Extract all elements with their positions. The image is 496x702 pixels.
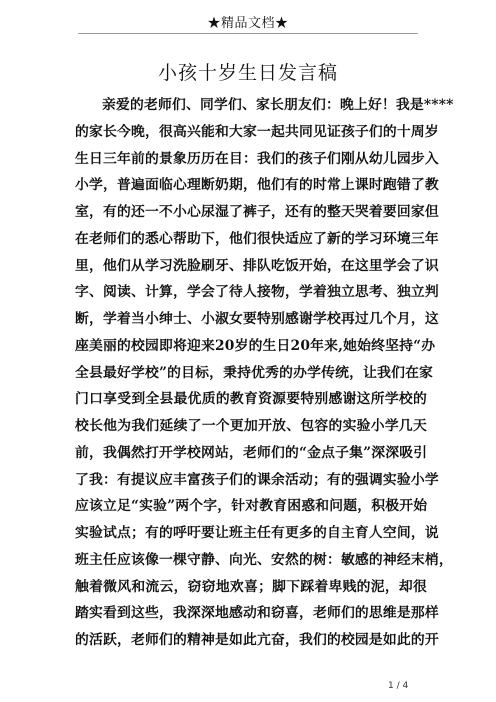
- body-line: 前，我偶然打开学校网站，老师们的“金点子集”深深吸引: [75, 444, 428, 461]
- body-line: 门口享受到全县最优质的教育资源要特别感谢这所学校的: [75, 391, 427, 408]
- body-line: 触着微风和流云，窃窃地欢喜；脚下踩着卑贱的泥，却很: [75, 578, 427, 595]
- body-line: 断，学着当小绅士、小淑女要特别感谢学校再过几个月，这: [75, 311, 439, 327]
- body-line: 全县最好学校”的目标，秉持优秀的办学传统，让我们在家: [75, 364, 434, 381]
- page-number: 1 / 4: [388, 681, 409, 691]
- header-divider: [78, 33, 418, 34]
- body-line: 小学，普遍面临心理断奶期，他们有的时常上课时跑错了教: [75, 177, 439, 194]
- body-line: 在老师们的悉心帮助下，他们很快适应了新的学习环境三年: [75, 230, 439, 247]
- body-line: 应该立足“实验”两个字，针对教育困惑和问题，积极开始: [75, 498, 428, 515]
- body-line: 字、阅读、计算，学会了待人接物，学着独立思考、独立判: [75, 284, 439, 301]
- body-line: 的家长今晚，很高兴能和大家一起共同见证孩子们的十周岁: [75, 123, 439, 140]
- page-header: ★精品文档★: [207, 16, 289, 31]
- body-line: 室，有的还一不小心尿湿了裤子，还有的整天哭着要回家但: [75, 204, 439, 220]
- document-body: [75, 92, 454, 654]
- body-line: 生日三年前的景象历历在目：我们的孩子们刚从幼儿园步入: [75, 150, 439, 167]
- body-line: 座美丽的校园即将迎来20岁的生日20年来,她始终坚持“办: [75, 337, 436, 354]
- body-line: 班主任应该像一棵守静、向光、安然的树：敏感的神经末梢，: [75, 551, 453, 568]
- body-line: 的活跃，老师们的精神是如此亢奋，我们的校园是如此的开: [75, 632, 439, 648]
- body-line: 里，他们从学习洗脸刷牙、排队吃饭开始，在这里学会了识: [75, 257, 439, 274]
- body-line: 实验试点；有的呼吁要让班主任有更多的自主育人空间，说: [75, 525, 439, 541]
- body-line: 亲爱的老师们、同学们、家长朋友们：晚上好！我是****: [102, 97, 454, 113]
- body-line: 了我：有提议应丰富孩子们的课余活动；有的强调实验小学: [75, 471, 439, 488]
- document-title: 小孩十岁生日发言稿: [157, 62, 338, 84]
- body-line: 校长他为我们延续了一个更加开放、包容的实验小学几天: [75, 418, 427, 434]
- body-line: 踏实看到这些，我深深地感动和窃喜，老师们的思维是那样: [75, 605, 439, 622]
